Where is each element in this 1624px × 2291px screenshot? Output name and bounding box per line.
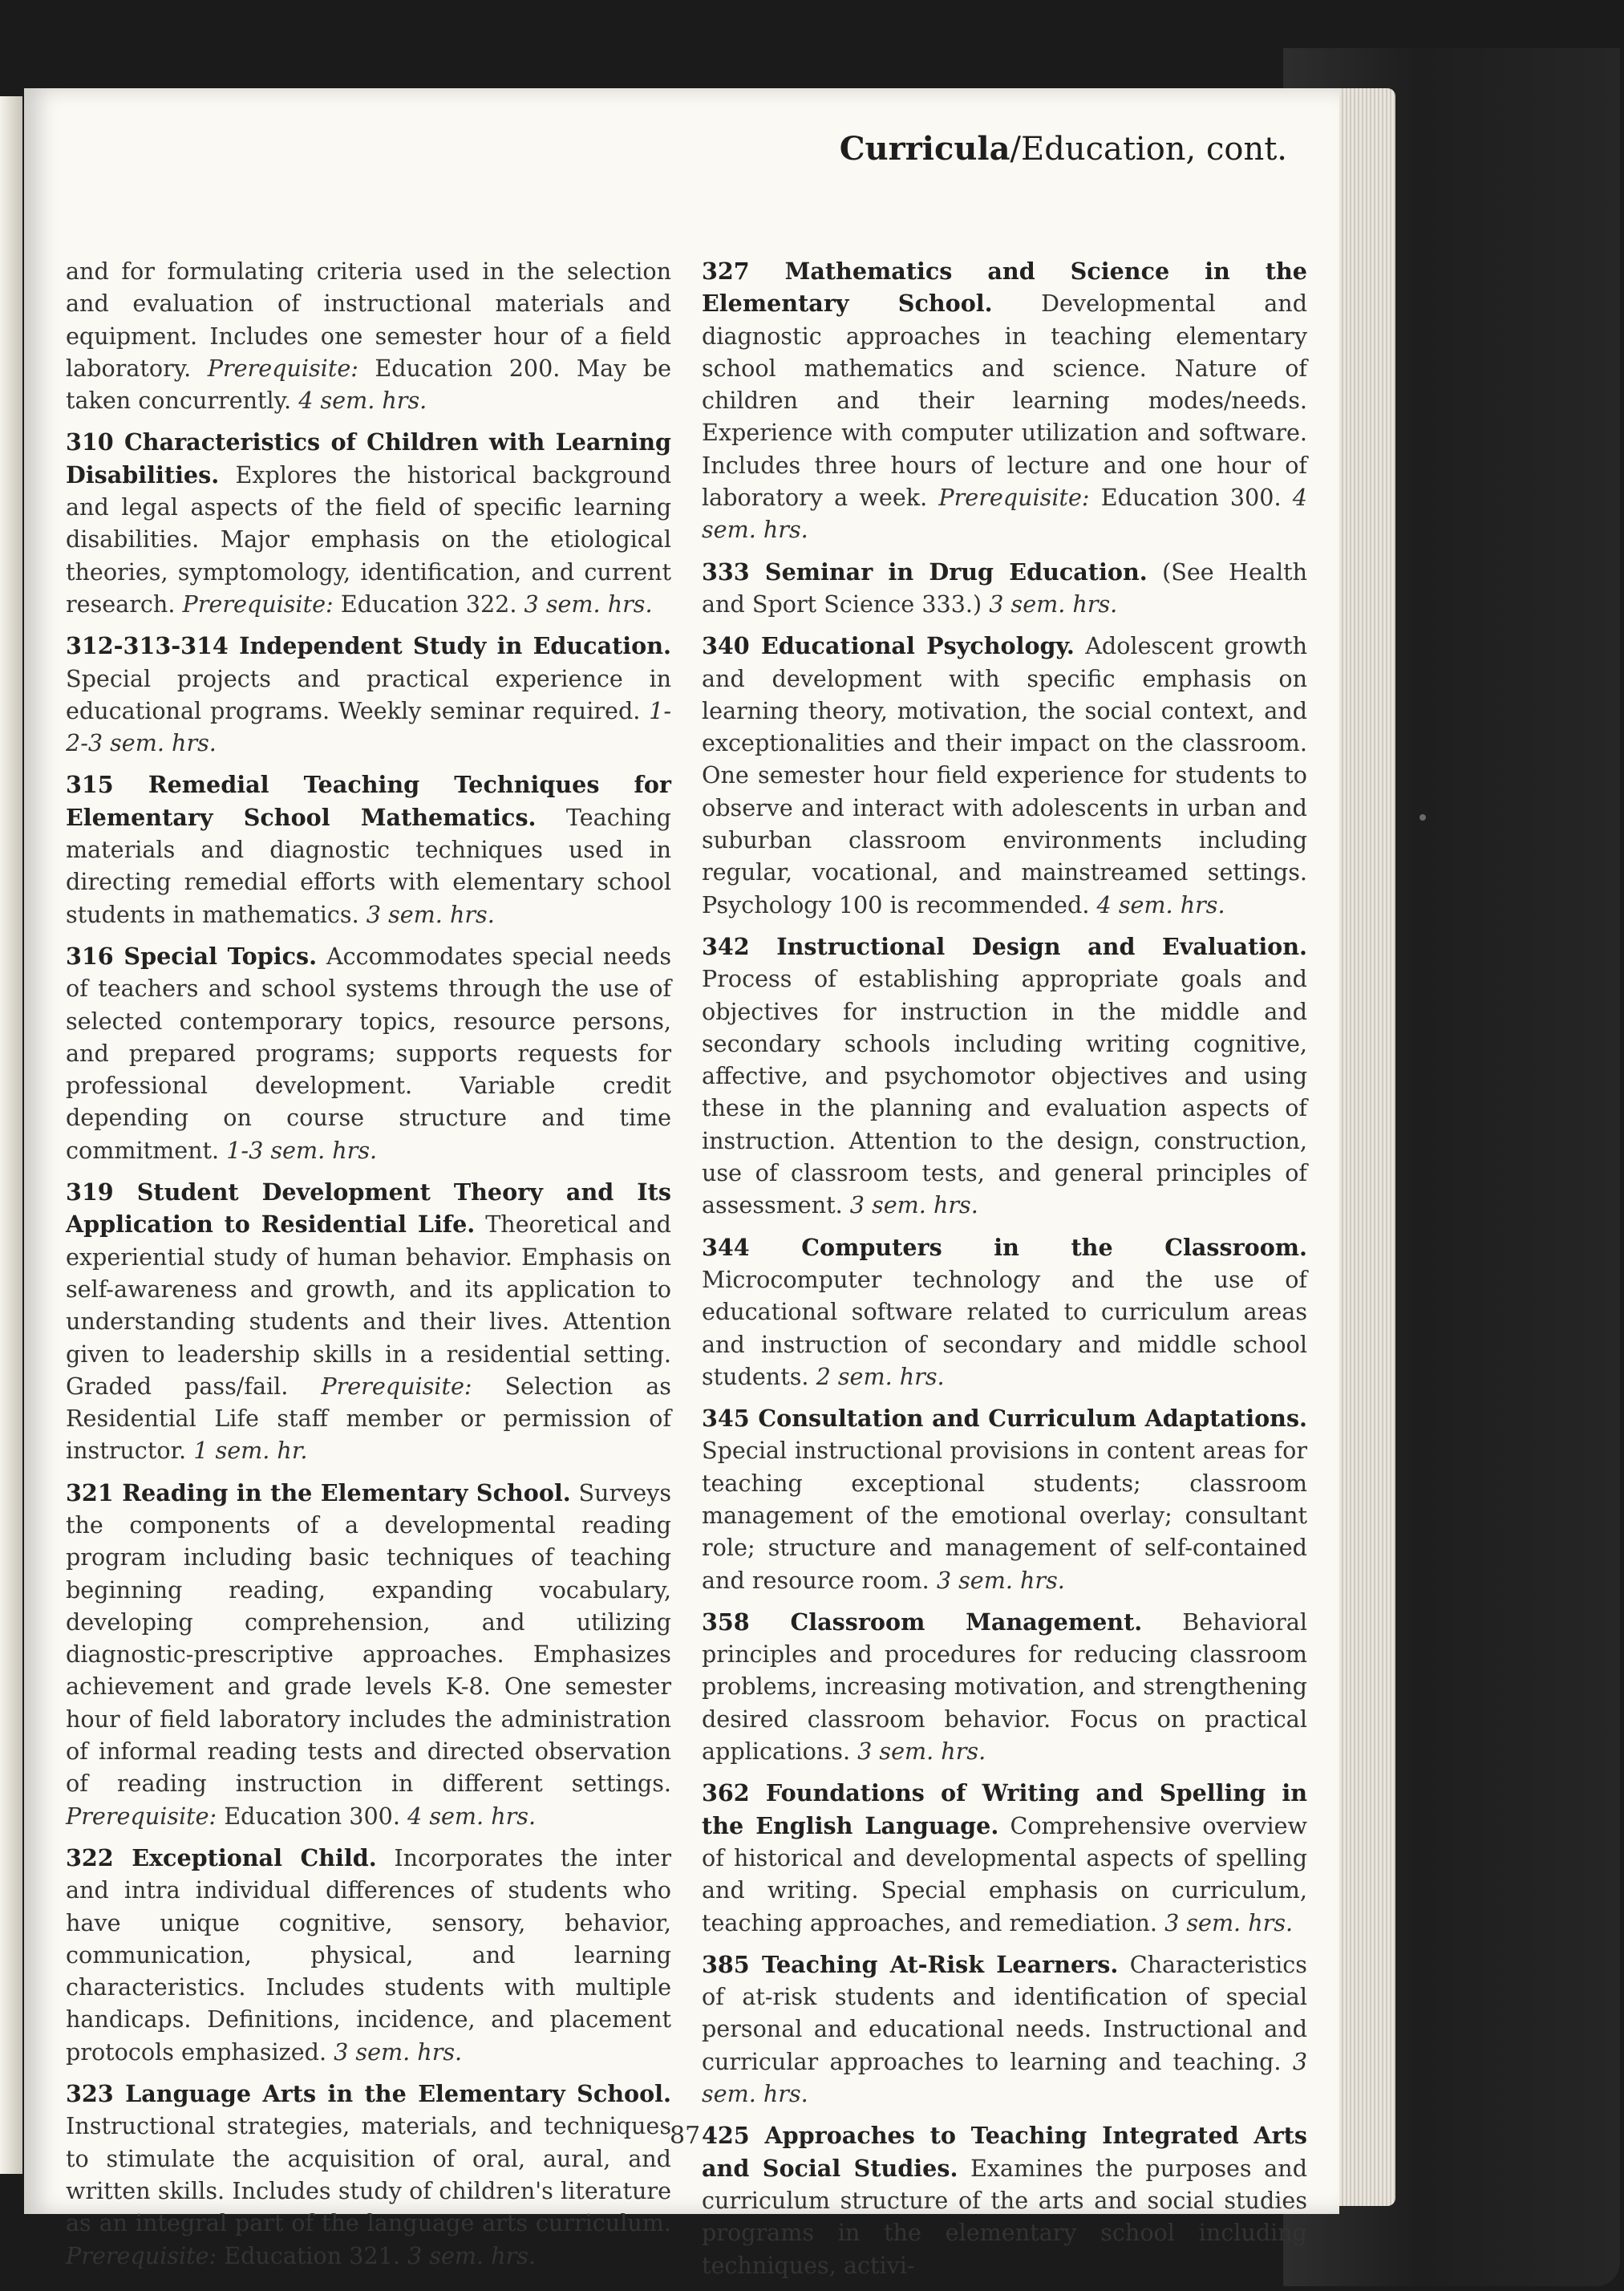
course-description: Behavioral principles and procedures for reducing classroom problems, increasing motivation, and strengthening desired classroom behavior. Focus on practical applications. <box>702 1608 1308 1766</box>
course-title: 425 Approaches to Teaching Integrated Arts and Social Studies. <box>702 2122 1307 2182</box>
course-entry <box>702 931 1307 1222</box>
course-entry <box>702 2119 1307 2281</box>
course-title: 362 Foundations of Writing and Spelling in the English Language. <box>702 1779 1307 1839</box>
course-entry <box>66 768 671 930</box>
course-title: 316 Special Topics. <box>66 942 318 970</box>
course-title: 327 Mathematics and Science in the Elementary School. <box>702 257 1307 318</box>
course-description: Instructional strategies, materials, and techniques to stimulate the acquisition of oral, aural, and written skills. Includes study of children's literature as an integral part of the language arts curriculum. <box>66 2112 671 2237</box>
course-description: Examines the purposes and curriculum structure of the arts and social studies programs in the elementary school including techniques, activi- <box>702 2154 1307 2279</box>
header-subsection: /Education, cont. <box>1010 131 1287 168</box>
credit-hours: 1-2-3 sem. hrs. <box>66 696 671 757</box>
credit-hours: 4 sem. hrs. <box>407 1802 537 1830</box>
prerequisite-text: Education 200. May be taken concurrently. <box>66 354 672 415</box>
course-description: Comprehensive overview of historical and developmental aspects of spelling and writing. Special emphasis on curriculum, teaching approaches, and remediation. <box>702 1811 1307 1936</box>
course-title: 385 Teaching At-Risk Learners. <box>702 1950 1119 1978</box>
credit-hours: 2 sem. hrs. <box>816 1362 945 1390</box>
course-entry <box>66 2078 671 2272</box>
prerequisite-label: Prerequisite: <box>182 590 334 618</box>
course-entry <box>66 1477 671 1832</box>
course-entry <box>66 940 671 1166</box>
credit-hours: 3 sem. hrs. <box>334 2038 463 2066</box>
right-column <box>702 255 1307 2291</box>
left-column <box>66 255 671 2281</box>
course-description: Incorporates the inter and intra individual differences of students who have unique cognitive, sensory, behavior, communication, physical, and learning characteristics. Includes students with multiple handicaps. Definitions, incidence, and placement protocols emphasized. <box>66 1843 672 2066</box>
course-description: Teaching materials and diagnostic techniques used in directing remedial efforts with elementary school students in mathematics. <box>66 803 671 928</box>
course-description: Special projects and practical experience in educational programs. Weekly seminar required. <box>66 664 671 724</box>
course-title: 345 Consultation and Curriculum Adaptations. <box>702 1405 1307 1433</box>
prerequisite-label: Prerequisite: <box>66 1802 217 1830</box>
course-description: Process of establishing appropriate goals and objectives for instruction in the middle and secondary schools including writing cognitive, affective, and psychomotor objectives and using these in the planning and evaluation aspects of instruction. Attention to the design, construction, use of classroom tests, and general principles of assessment. <box>702 965 1307 1219</box>
prerequisite-label: Prerequisite: <box>66 2241 217 2269</box>
course-title: 342 Instructional Design and Evaluation. <box>702 932 1307 960</box>
course-entry <box>66 426 671 620</box>
course-description: Adolescent growth and development with specific emphasis on learning theory, motivation, the social context, and exceptionalities and their impact on the classroom. One semester hour field experience for students to observe and interact with adolescents in urban and suburban classroom environments including regular, vocational, and mainstreamed settings. Psychology 100 is recommended. <box>702 632 1307 918</box>
prerequisite-text: Selection as Residential Life staff member or permission of instructor. <box>66 1372 671 1465</box>
course-entry <box>66 1176 671 1467</box>
credit-hours: 4 sem. hrs. <box>1096 890 1225 918</box>
course-entry <box>702 1402 1307 1596</box>
course-description: Special instructional provisions in content areas for teaching exceptional students; classroom management of the emotional overlay; consultant role; structure and management of self-contained and resource room. <box>702 1437 1307 1594</box>
prerequisite-label: Prerequisite: <box>321 1372 472 1400</box>
course-title: 323 Language Arts in the Elementary School. <box>66 2080 671 2108</box>
prerequisite-text: Education 322. <box>340 590 517 618</box>
course-title: 344 Computers in the Classroom. <box>702 1233 1307 1261</box>
course-entry <box>702 1777 1307 1938</box>
course-title: 310 Characteristics of Children with Learning Disabilities. <box>66 428 671 489</box>
course-description: Theoretical and experiential study of human behavior. Emphasis on self-awareness and growth, and its application to understanding students and their lives. Attention given to leadership skills in a residential setting. Graded pass/fail. <box>66 1210 671 1400</box>
credit-hours: 3 sem. hrs. <box>366 900 495 928</box>
course-title: 322 Exceptional Child. <box>66 1843 377 1871</box>
course-title: 358 Classroom Management. <box>702 1608 1143 1636</box>
prerequisite-text: Education 300. <box>224 1802 400 1830</box>
course-entry <box>702 630 1307 921</box>
course-title: 315 Remedial Teaching Techniques for Elementary School Mathematics. <box>66 771 671 831</box>
book-page <box>24 88 1339 2279</box>
course-entry <box>702 1231 1307 1393</box>
course-entry <box>702 1948 1307 2110</box>
credit-hours: 3 sem. hrs. <box>849 1191 978 1219</box>
page-number: 87 <box>670 2122 701 2150</box>
course-title: 312-313-314 Independent Study in Education. <box>66 632 671 660</box>
course-entry <box>66 630 671 759</box>
credit-hours: 3 sem. hrs. <box>702 2047 1308 2108</box>
credit-hours: 3 sem. hrs. <box>857 1738 986 1766</box>
cover-speck <box>1419 814 1426 821</box>
course-title: 319 Student Development Theory and Its Application to Residential Life. <box>66 1178 671 1239</box>
entry-body: and for formulating criteria used in the selection and evaluation of instructional materials and equipment. Includes one semester hour of a field laboratory. <box>66 257 671 382</box>
course-description: Surveys the components of a developmental reading program including basic techniques of teaching beginning reading, expanding vocabulary, developing comprehension, and utilizing diagnostic-prescriptive approaches. Emphasizes achievement and grade levels K-8. One semester hour of field laboratory includes the administration of informal reading tests and directed observation of reading instruction in different settings. <box>66 1478 672 1798</box>
course-title: 321 Reading in the Elementary School. <box>66 1478 571 1506</box>
left-page-edge <box>0 96 22 2174</box>
course-description: Characteristics of at-risk students and identification of special personal and educational needs. Instructional and curricular approaches to learning and teaching. <box>702 1950 1307 2075</box>
credit-hours: 4 sem. hrs. <box>298 387 427 415</box>
prerequisite-label: Prerequisite: <box>938 484 1090 512</box>
course-description: Developmental and diagnostic approaches in teaching elementary school mathematics and science. Nature of children and their learning modes/needs. Experience with computer utilization and software. Includes three hours of lecture and one hour of laboratory a week. <box>702 290 1308 512</box>
course-description: Microcomputer technology and the use of educational software related to curriculum areas and instruction of secondary and middle school students. <box>702 1265 1307 1390</box>
credit-hours: 1 sem. hr. <box>193 1437 308 1465</box>
course-description: Accommodates special needs of teachers and school systems through the use of selected contemporary topics, resource persons, and prepared programs; supports requests for professional development. Variable credit depending on course structure and time commitment. <box>66 942 671 1164</box>
continued-entry <box>66 255 671 416</box>
course-entry <box>66 1842 671 2068</box>
credit-hours: 3 sem. hrs. <box>524 590 653 618</box>
prerequisite-text: Education 300. <box>1100 484 1282 512</box>
running-header <box>840 130 1287 168</box>
course-title: 333 Seminar in Drug Education. <box>702 558 1148 586</box>
course-entry <box>702 1606 1307 1767</box>
credit-hours: 3 sem. hrs. <box>407 2241 537 2269</box>
course-description: (See Health and Sport Science 333.) <box>702 558 1307 618</box>
course-title: 340 Educational Psychology. <box>702 632 1075 660</box>
header-section: Curricula <box>839 130 1010 168</box>
course-entry <box>702 255 1307 546</box>
credit-hours: 3 sem. hrs. <box>989 590 1118 618</box>
prerequisite-text: Education 321. <box>224 2241 400 2269</box>
prerequisite-label: Prerequisite: <box>207 354 358 382</box>
credit-hours: 3 sem. hrs. <box>1164 1908 1294 1936</box>
course-entry <box>702 556 1307 621</box>
credit-hours: 3 sem. hrs. <box>936 1566 1065 1594</box>
credit-hours: 4 sem. hrs. <box>702 484 1307 544</box>
course-description: Explores the historical background and legal aspects of the field of specific learning disabilities. Major emphasis on the etiological theories, symptomology, identification, and current research. <box>66 460 672 618</box>
credit-hours: 1-3 sem. hrs. <box>226 1136 378 1164</box>
